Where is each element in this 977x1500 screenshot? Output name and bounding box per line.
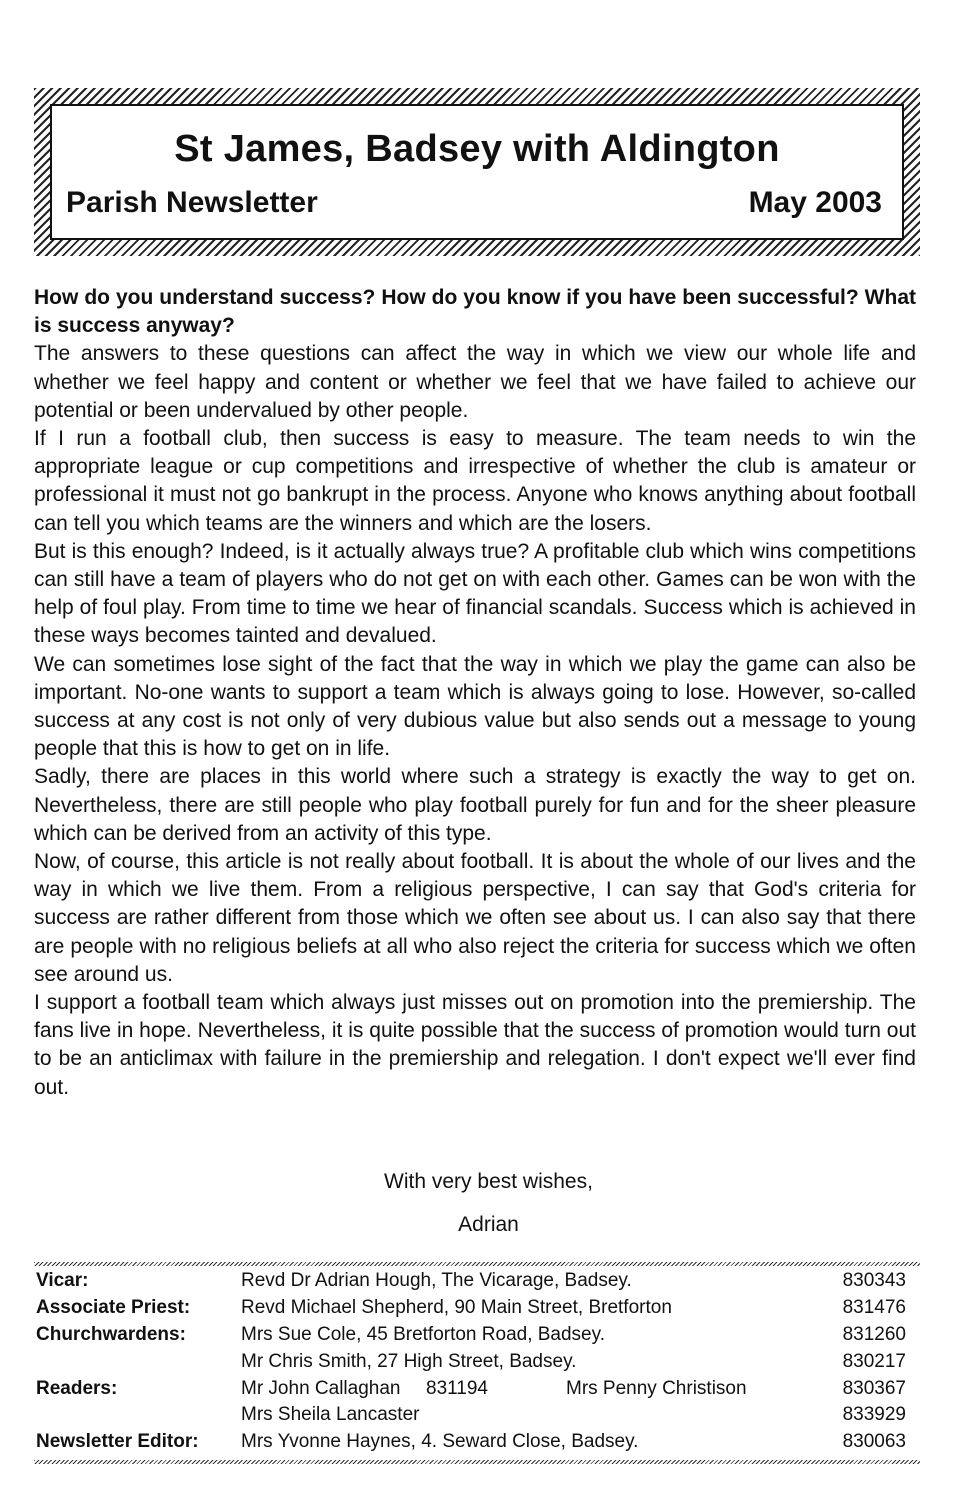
contact-role: Churchwardens: — [36, 1323, 186, 1345]
contacts-table — [36, 1268, 906, 1456]
contact-detail: Revd Dr Adrian Hough, The Vicarage, Badsey. — [241, 1270, 632, 1292]
article-paragraph: The answers to these questions can affect the way in which we view our whole life and whether we feel happy and content or whether we feel that we have failed to achieve our potential or been undervalued by other people. — [34, 342, 916, 422]
contact-phone: 830343 — [842, 1270, 906, 1292]
reader-name: Mr John Callaghan — [241, 1377, 401, 1399]
divider-bottom — [34, 1460, 920, 1464]
newsletter-title: St James, Badsey with Aldington — [174, 128, 780, 170]
article-paragraph: I support a football team which always just misses out on promotion into the premiership. The fans live in hope. Nevertheless, it is quite possible that the success of promotion would turn out to be an anticlimax with failure in the premiership and relegation. I don't expect we'll ever find out. — [34, 991, 916, 1099]
contact-phone: 831260 — [842, 1323, 906, 1345]
table-row — [36, 1322, 906, 1349]
contact-role-empty — [36, 1402, 241, 1429]
reader-phone: 831194 — [426, 1377, 488, 1399]
reader-name: Mrs Penny Christison — [566, 1377, 747, 1399]
table-row — [36, 1295, 906, 1322]
article-paragraph: If I run a football club, then success is easy to measure. The team needs to win the appropriate league or cup competitions and irrespective of whether the club is amateur or professional it must not go bankrupt in the process. Anyone who knows anything about football can tell you which teams are the winners and which are the losers. — [34, 427, 916, 535]
article-paragraph: But is this enough? Indeed, is it actually always true? A profitable club which wins competitions can still have a team of players who do not get on with each other. Games can be won with the help of foul play. From time to time we hear of financial scandals. Success which is achieved in these ways becomes tainted and devalued. — [34, 539, 916, 648]
contact-role: Newsletter Editor: — [36, 1431, 199, 1453]
article-paragraph: Now, of course, this article is not really about football. It is about the whole of our lives and the way in which we live them. From a religious perspective, I can say that God's criteria for success are rather different from those which we often see about us. I can also say that there are people with no religious beliefs at all who also reject the criteria for success which we often see around us. — [34, 850, 916, 986]
contact-detail: Revd Michael Shepherd, 90 Main Street, Bretforton — [241, 1297, 672, 1319]
contact-role-empty — [36, 1348, 241, 1375]
closing-line: With very best wishes, — [384, 1170, 593, 1193]
table-row — [36, 1375, 906, 1402]
contact-role: Associate Priest: — [36, 1297, 191, 1319]
signature: Adrian — [458, 1213, 519, 1236]
newsletter-subtitle: Parish Newsletter — [66, 186, 318, 219]
table-row — [36, 1268, 906, 1295]
masthead-frame — [34, 88, 920, 256]
contact-detail: Mr Chris Smith, 27 High Street, Badsey. — [241, 1350, 577, 1372]
contact-phone: 830063 — [842, 1431, 906, 1453]
contact-detail — [241, 1375, 816, 1402]
table-row — [36, 1429, 906, 1456]
table-row — [36, 1348, 906, 1375]
article-paragraph: Sadly, there are places in this world where such a strategy is exactly the way to get on. Nevertheless, there are still people who play football purely for fun and for the sheer pleasure which can be derived from an activity of this type. — [34, 765, 916, 845]
contact-phone: 830367 — [842, 1377, 906, 1399]
divider-top — [34, 1262, 920, 1266]
contact-detail: Mrs Sheila Lancaster — [241, 1404, 420, 1426]
contact-role: Vicar: — [36, 1270, 89, 1292]
article-lead: How do you understand success? How do you know if you have been successful? What is success anyway? — [34, 286, 916, 338]
contact-phone: 831476 — [842, 1297, 906, 1319]
contact-phone: 830217 — [842, 1350, 906, 1372]
contact-role: Readers: — [36, 1377, 118, 1399]
masthead — [50, 104, 904, 240]
issue-date: May 2003 — [748, 186, 882, 219]
article-paragraph: We can sometimes lose sight of the fact that the way in which we play the game can also be important. No-one wants to support a team which is always going to lose. However, so-called success at any cost is not only of very dubious value but also sends out a message to young people that this is how to get on in life. — [34, 652, 916, 761]
contact-detail: Mrs Sue Cole, 45 Bretforton Road, Badsey. — [241, 1323, 605, 1345]
article-body — [34, 284, 916, 1102]
table-row — [36, 1402, 906, 1429]
contact-phone: 833929 — [842, 1404, 906, 1426]
contact-detail: Mrs Yvonne Haynes, 4. Seward Close, Badsey. — [241, 1431, 639, 1453]
